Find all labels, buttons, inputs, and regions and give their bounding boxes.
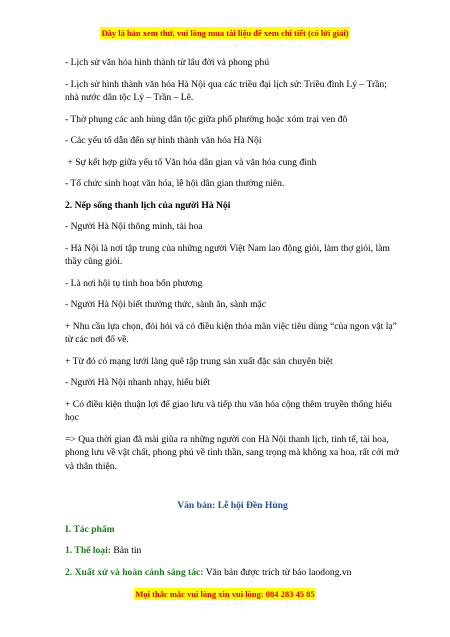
genre-value: Bản tin	[110, 545, 142, 556]
preview-banner	[0, 28, 450, 38]
preview-banner-text: Đây là bản xem thử, vui lòng mua tài liệu để xem chi tiết (có lời giải)	[101, 28, 349, 38]
section-heading: 2. Nếp sống thanh lịch của người Hà Nội	[65, 199, 231, 211]
paragraph: - Người Hà Nội nhanh nhạy, hiếu biết	[65, 377, 210, 388]
paragraph: + Sự kết hợp giữa yếu tố Văn hóa dân gian và văn hóa cung đình	[65, 156, 317, 168]
paragraph: + Có điều kiện thuận lợi để giao lưu và tiếp thu văn hóa cộng thêm truyền thống hiếu học	[65, 398, 392, 423]
paragraph: - Là nơi hội tụ tinh hoa bốn phương	[65, 277, 203, 289]
contact-banner-text: Mọi thắc mắc vui lòng xin vui lòng: 084 283 45 85	[135, 589, 315, 599]
paragraph: => Qua thời gian đã mài giũa ra những người con Hà Nội thanh lịch, tinh tế, tài hoa, phong lưu về vật chất, phong phú về tinh thần, sang trọng mà không xa hoa, rất cởi mở và thân thiện.	[65, 433, 399, 472]
genre-label: 1. Thể loại:	[65, 545, 111, 556]
document-body	[65, 56, 400, 579]
contact-banner	[0, 589, 450, 599]
origin-value: Văn bản được trích từ báo laodong.vn	[203, 566, 352, 578]
paragraph: - Người Hà Nội thông minh, tài hoa	[65, 221, 203, 232]
paragraph: + Nhu cầu lựa chọn, đòi hỏi và có điều kiện thỏa mãn việc tiêu dùng “của ngon vật lạ” từ các nơi đổ về.	[65, 320, 397, 345]
origin-line	[65, 566, 400, 580]
paragraph: - Lịch sử văn hóa hình thành từ lâu đời và phong phú	[65, 57, 270, 68]
paragraph: - Các yếu tố dẫn đến sự hình thành văn hóa Hà Nội	[65, 135, 262, 146]
paragraph: - Tổ chức sinh hoạt văn hóa, lễ hội dân gian thường niên.	[65, 178, 285, 189]
genre-line	[65, 544, 400, 558]
paragraph: - Lịch sử hình thành văn hóa Hà Nội qua các triều đại lịch sử: Triều đình Lý – Trần; nhà nước dân tộc Lý – Trần – Lê.	[65, 78, 387, 103]
part-heading: I. Tác phẩm	[65, 523, 115, 535]
paragraph: - Hà Nội là nơi tập trung của những người Việt Nam lao động giỏi, làm thợ giỏi, làm thầy cũng giỏi.	[65, 242, 390, 267]
origin-label: 2. Xuất xứ và hoàn cảnh sáng tác:	[65, 566, 204, 578]
paragraph: - Người Hà Nội biết thưởng thức, sành ăn, sành mặc	[65, 299, 267, 310]
text-title: Văn bản: Lễ hội Đền Hùng	[177, 500, 288, 511]
paragraph: + Từ đó có mạng lưới làng quê tập trung sản xuất đặc sản chuyên biệt	[65, 355, 333, 367]
paragraph: - Thờ phụng các anh hùng dân tộc giữa phố phường hoặc xóm trại ven đô	[65, 113, 348, 125]
